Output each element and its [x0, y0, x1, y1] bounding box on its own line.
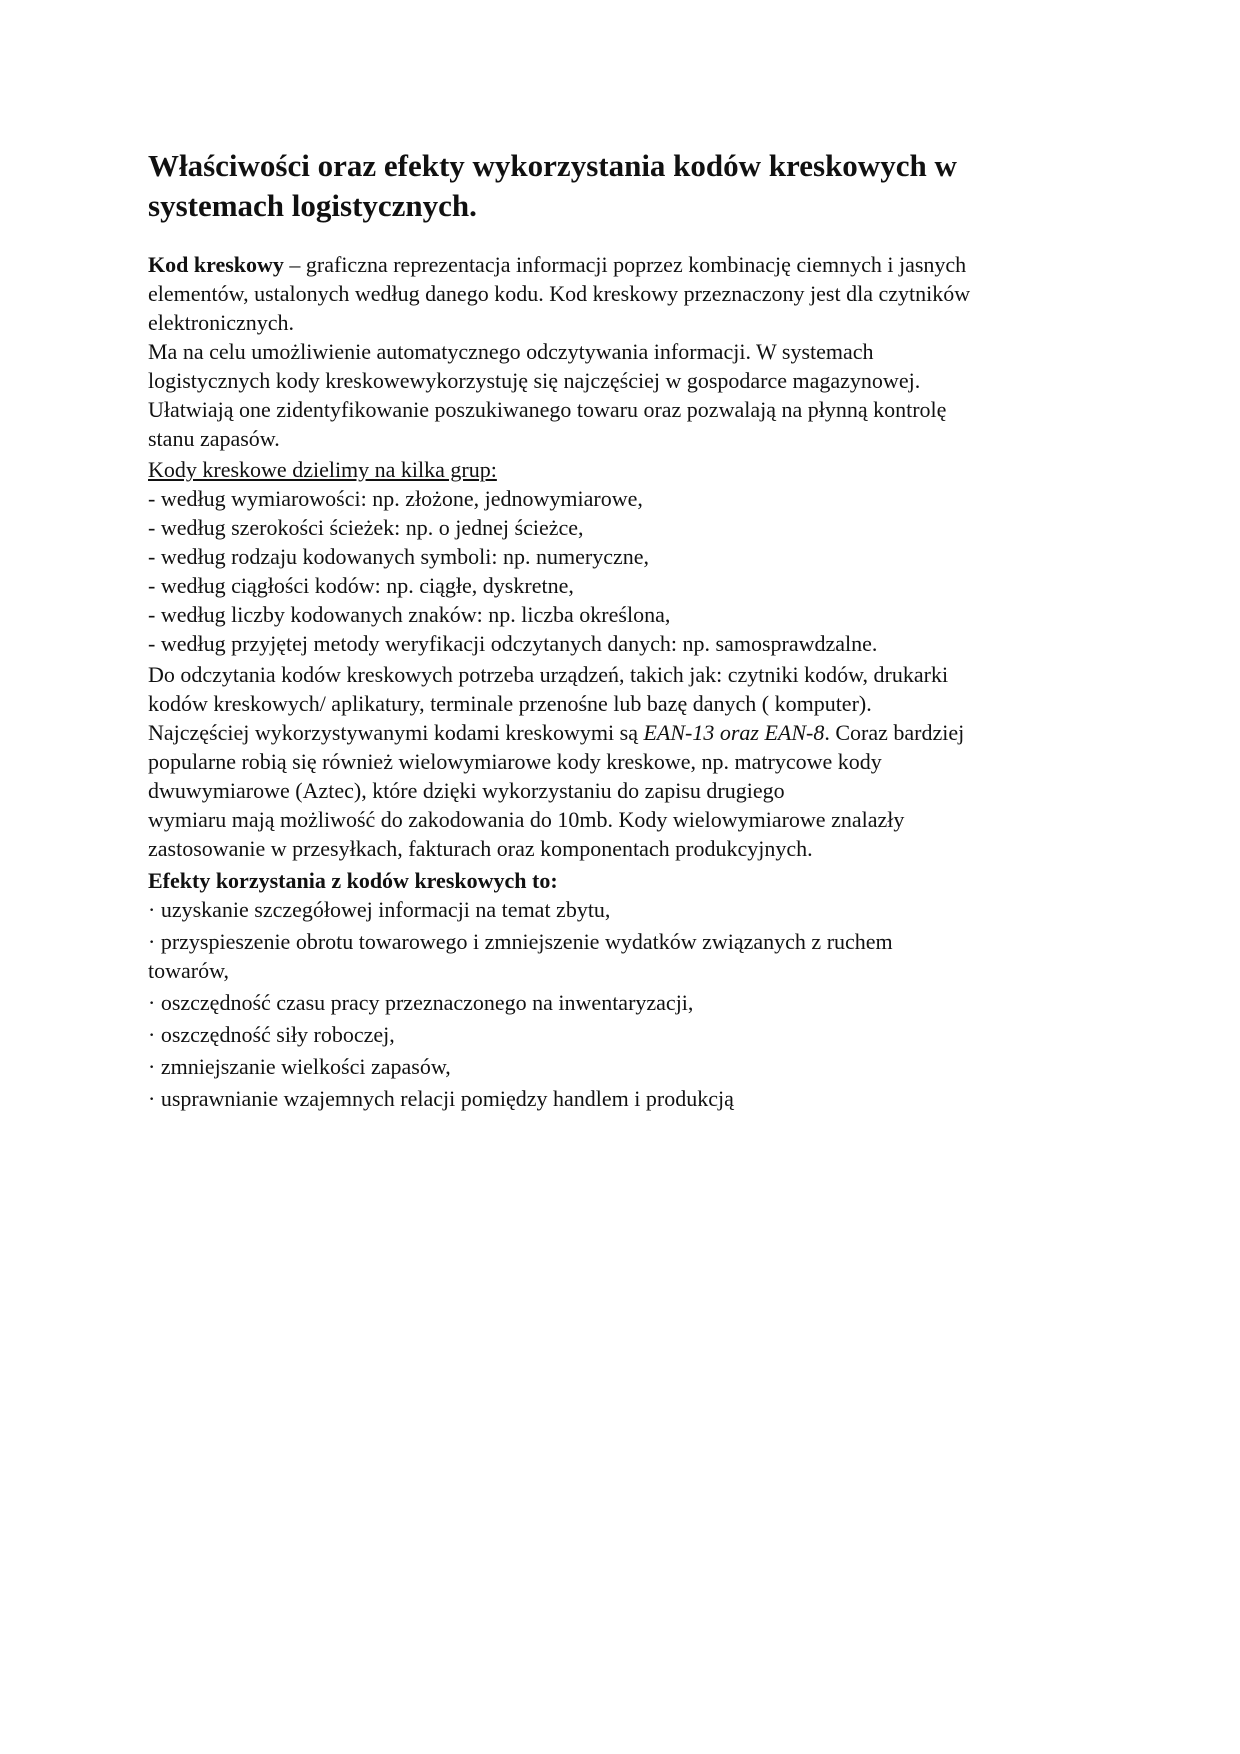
document-title: Właściwości oraz efekty wykorzystania kodów kreskowych w systemach logistycznych.	[148, 148, 957, 223]
groups-heading: Kody kreskowe dzielimy na kilka grup:	[148, 457, 497, 482]
definition-line-6: Ułatwiają one zidentyfikowanie poszukiwanego towaru oraz pozwalają na płynną kontrolę	[148, 397, 947, 422]
devices-line-5: dwuwymiarowe (Aztec), które dzięki wykorzystaniu do zapisu drugiego	[148, 778, 785, 803]
groups-item: - według rodzaju kodowanych symboli: np. numeryczne,	[148, 544, 649, 569]
effects-item: · uzyskanie szczegółowej informacji na temat zbytu,	[148, 897, 611, 922]
groups-item: - według ciągłości kodów: np. ciągłe, dyskretne,	[148, 573, 574, 598]
effects-item: · zmniejszanie wielkości zapasów,	[148, 1054, 451, 1079]
definition-line-7: stanu zapasów.	[148, 426, 280, 451]
devices-line-2: kodów kreskowych/ aplikatury, terminale przenośne lub bazę danych ( komputer).	[148, 691, 872, 716]
devices-paragraph	[148, 660, 1108, 863]
effects-item: · oszczędność siły roboczej,	[148, 1022, 395, 1047]
groups-section	[148, 455, 1108, 658]
effects-item: · oszczędność czasu pracy przeznaczonego na inwentaryzacji,	[148, 990, 694, 1015]
groups-item: - według szerokości ścieżek: np. o jednej ścieżce,	[148, 515, 584, 540]
ean-codes: EAN-13 oraz EAN-8	[643, 720, 825, 745]
definition-term: Kod kreskowy	[148, 252, 284, 277]
definition-paragraph	[148, 250, 1108, 453]
devices-line-1: Do odczytania kodów kreskowych potrzeba urządzeń, takich jak: czytniki kodów, drukarki	[148, 662, 949, 687]
devices-line-6: wymiaru mają możliwość do zakodowania do 10mb. Kody wielowymiarowe znalazły	[148, 807, 905, 832]
definition-line-5: logistycznych kody kreskowewykorzystuję się najczęściej w gospodarce magazynowej.	[148, 368, 921, 393]
definition-line-3: elektronicznych.	[148, 310, 294, 335]
definition-line-2: elementów, ustalonych według danego kodu. Kod kreskowy przeznaczony jest dla czytników	[148, 281, 971, 306]
groups-item: - według liczby kodowanych znaków: np. liczba określona,	[148, 602, 671, 627]
effects-section	[148, 866, 1108, 1113]
groups-item: - według wymiarowości: np. złożone, jednowymiarowe,	[148, 486, 643, 511]
effects-item: · przyspieszenie obrotu towarowego i zmniejszenie wydatków związanych z ruchem	[148, 929, 893, 954]
groups-item: - według przyjętej metody weryfikacji odczytanych danych: np. samosprawdzalne.	[148, 631, 878, 656]
devices-line-7: zastosowanie w przesyłkach, fakturach oraz komponentach produkcyjnych.	[148, 836, 813, 861]
effects-heading: Efekty korzystania z kodów kreskowych to:	[148, 868, 558, 893]
effects-item: towarów,	[148, 958, 230, 983]
devices-line-4: popularne robią się również wielowymiarowe kody kreskowe, np. matrycowe kody	[148, 749, 882, 774]
devices-line-3: Najczęściej wykorzystywanymi kodami kreskowymi są EAN-13 oraz EAN-8. Coraz bardziej	[148, 720, 965, 745]
definition-line-4: Ma na celu umożliwienie automatycznego odczytywania informacji. W systemach	[148, 339, 874, 364]
effects-item: · usprawnianie wzajemnych relacji pomiędzy handlem i produkcją	[148, 1086, 734, 1111]
definition-line-1: Kod kreskowy – graficzna reprezentacja informacji poprzez kombinację ciemnych i jasnych	[148, 252, 967, 277]
